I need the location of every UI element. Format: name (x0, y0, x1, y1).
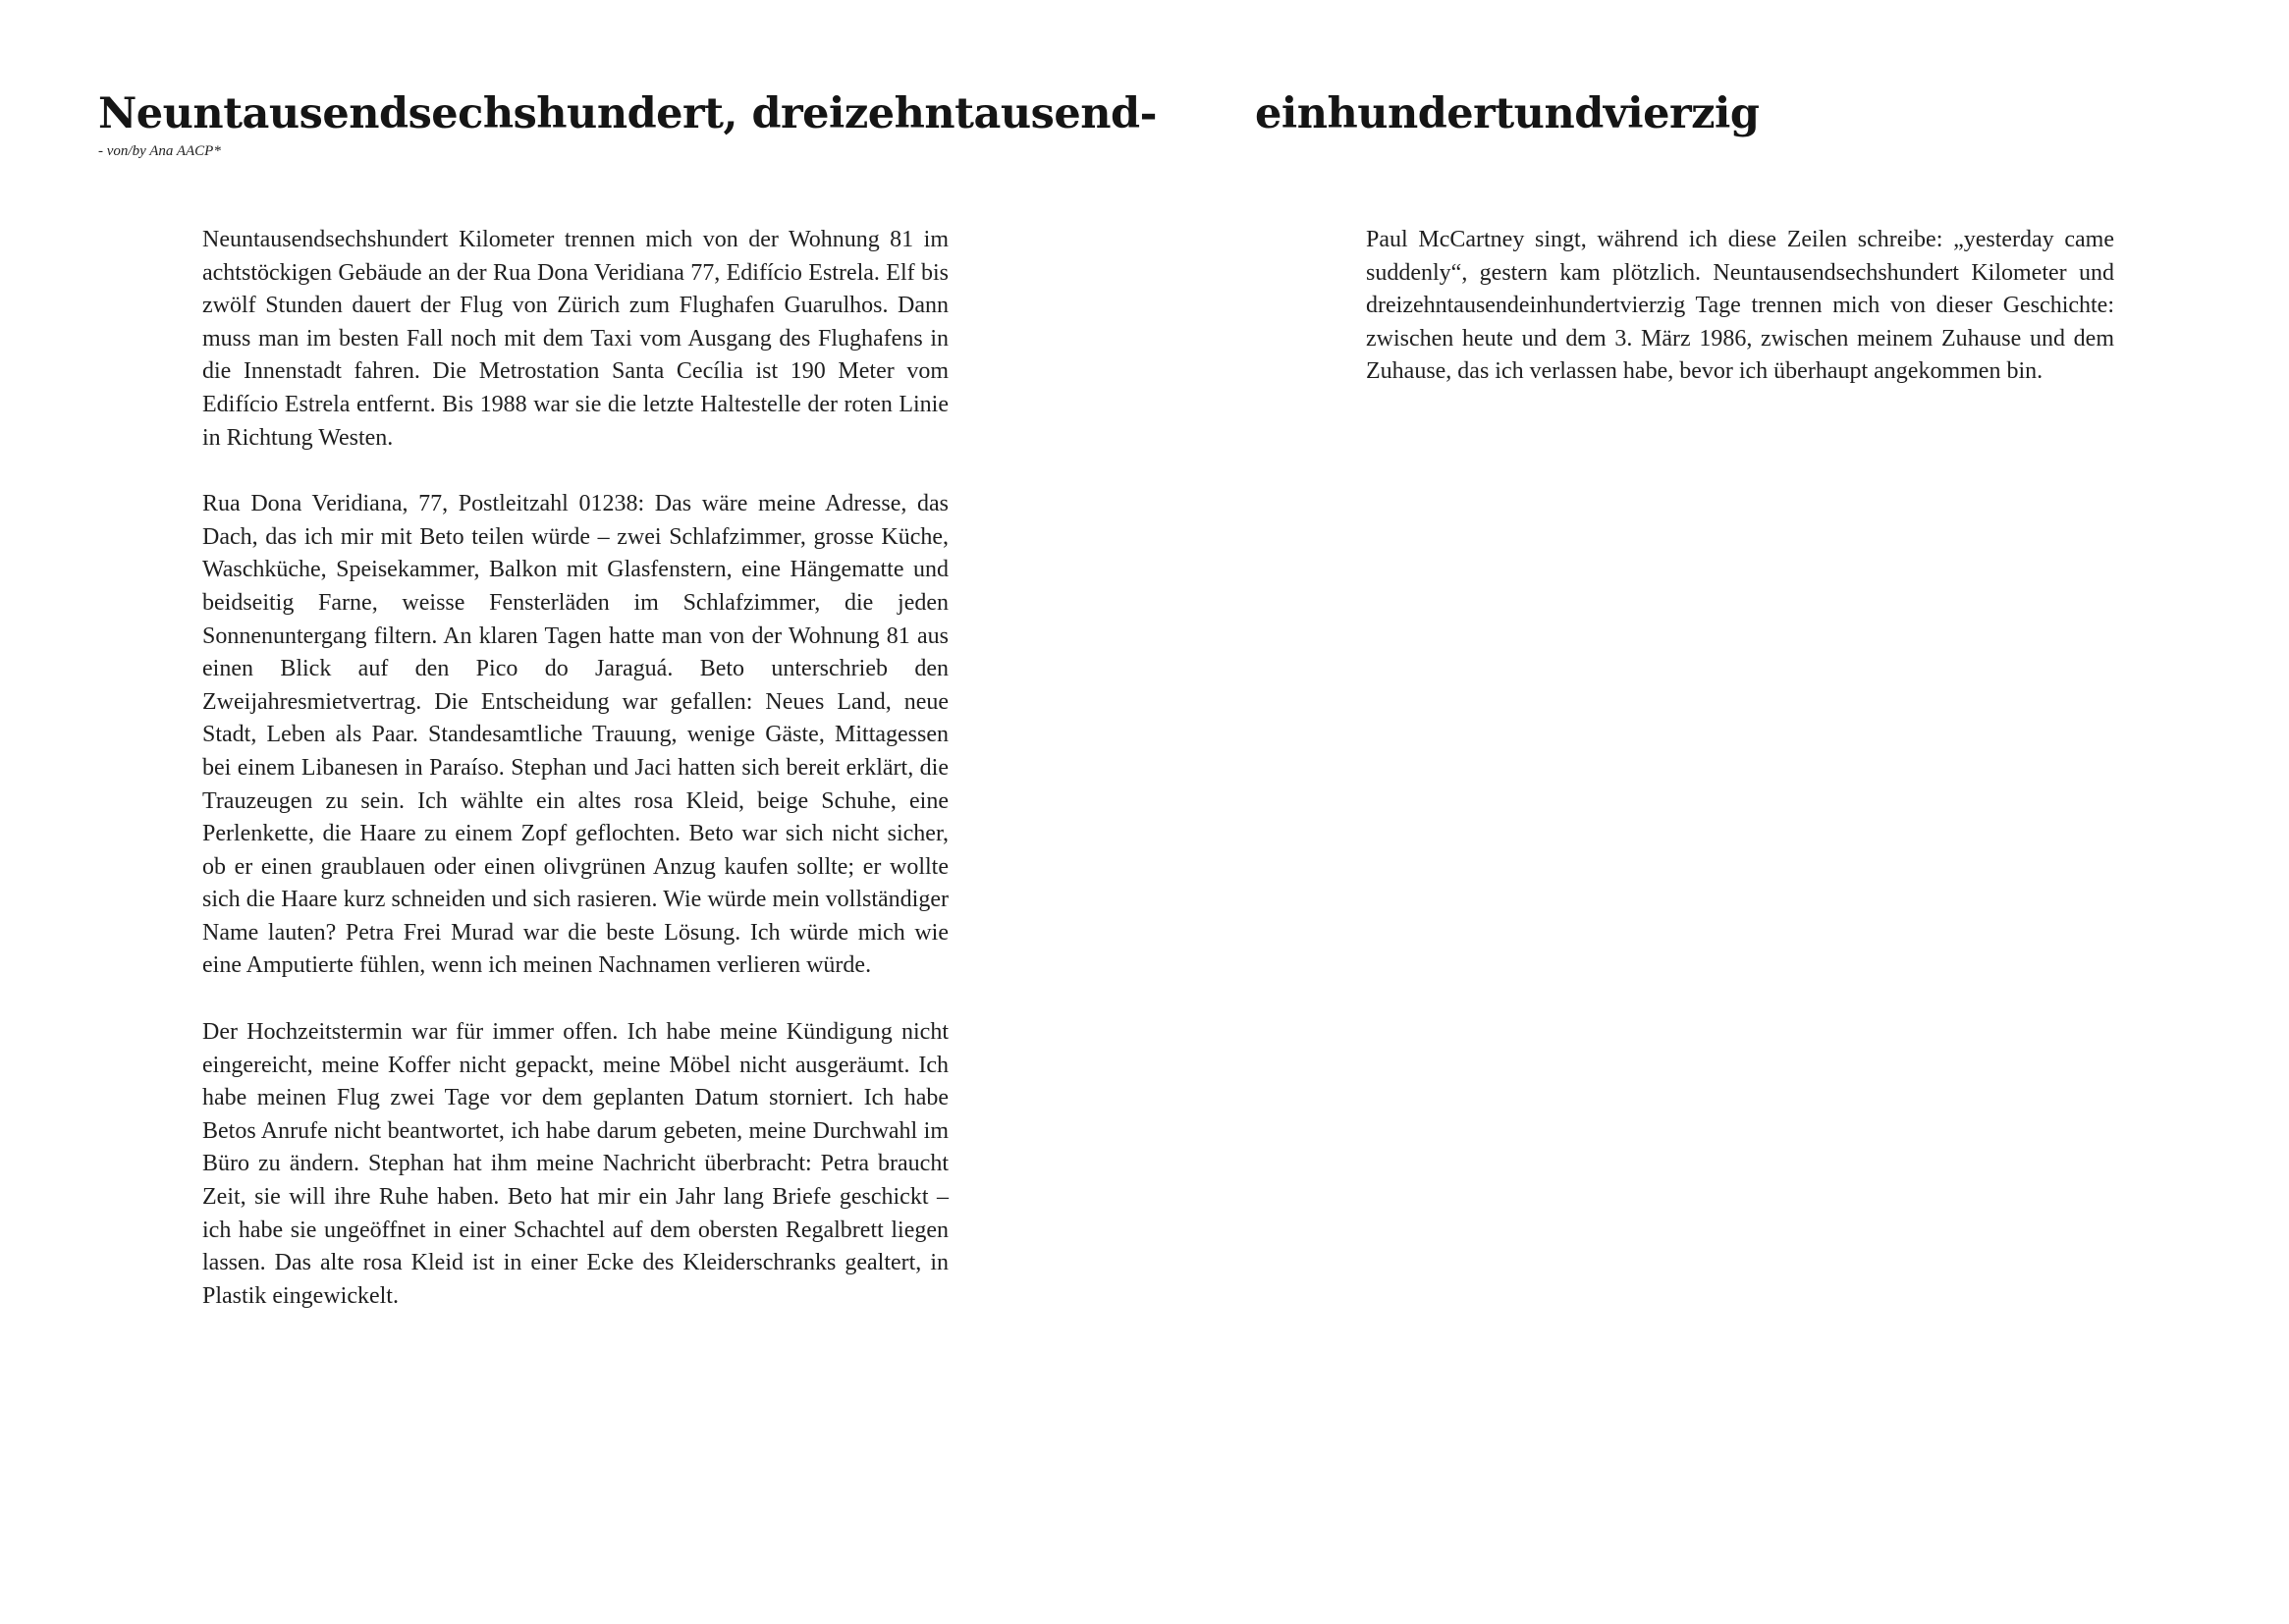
paragraph-1: Neuntausendsechshundert Kilometer trennen mich von der Wohnung 81 im achtstöckigen Gebäude an der Rua Dona Veridiana 77, Edifício Estrela. Elf bis zwölf Stunden dauert der Flug von Zürich zum Flughafen Guarulhos. Dann muss man im besten Fall noch mit dem Taxi vom Ausgang des Flughafens in die Innenstadt fahren. Die Metrostation Santa Cecília ist 190 Meter vom Edifício Estrela entfernt. Bis 1988 war sie die letzte Haltestelle der roten Linie in Richtung Westen. (202, 227, 949, 451)
title-part-2: einhundertundvierzig (1255, 89, 1760, 138)
paragraph-4: Paul McCartney singt, während ich diese Zeilen schreibe: „yesterday came suddenly“, gestern kam plötzlich. Neuntausendsechshundert Kilometer und dreizehntausendeinhundertvierzig Tage trennen mich von dieser Geschichte: zwischen heute und dem 3. März 1986, zwischen meinem Zuhause und dem Zuhause, das ich verlassen habe, bevor ich überhaupt angekommen bin. (1366, 227, 2114, 385)
paragraph-3: Der Hochzeitstermin war für immer offen. Ich habe meine Kündigung nicht eingereicht, meine Koffer nicht gepackt, meine Möbel nicht ausgeräumt. Ich habe meinen Flug zwei Tage vor dem geplanten Datum storniert. Ich habe Betos Anrufe nicht beantwortet, ich habe darum gebeten, meine Durchwahl im Büro zu ändern. Stephan hat ihm meine Nachricht überbracht: Petra braucht Zeit, sie will ihre Ruhe haben. Beto hat mir ein Jahr lang Briefe geschickt – ich habe sie ungeöffnet in einer Schachtel auf dem obersten Regalbrett liegen lassen. Das alte rosa Kleid ist in einer Ecke des Kleiderschranks gealtert, in Plastik eingewickelt. (202, 1019, 949, 1309)
right-page (1145, 0, 2289, 1624)
right-text-column (1366, 224, 2114, 422)
left-text-column (202, 224, 949, 1346)
author-byline: - von/by Ana AACP* (98, 143, 221, 159)
paragraph-2: Rua Dona Veridiana, 77, Postleitzahl 01238: Das wäre meine Adresse, das Dach, das ich mir mit Beto teilen würde – zwei Schlafzimmer, grosse Küche, Waschküche, Speisekammer, Balkon mit Glasfenstern, eine Hängematte und beidseitig Farne, weisse Fensterläden im Schlafzimmer, die jeden Sonnenuntergang filtern. An klaren Tagen hatte man von der Wohnung 81 aus einen Blick auf den Pico do Jaraguá. Beto unterschrieb den Zweijahresmietvertrag. Die Entscheidung war gefallen: Neues Land, neue Stadt, Leben als Paar. Standesamtliche Trauung, wenige Gäste, Mittagessen bei einem Libanesen in Paraíso. Stephan und Jaci hatten sich bereit erklärt, die Trauzeugen zu sein. Ich wählte ein altes rosa Kleid, beige Schuhe, eine Perlenkette, die Haare zu einem Zopf geflochten. Beto war sich nicht sicher, ob er einen graublauen oder einen olivgrünen Anzug kaufen sollte; er wollte sich die Haare kurz schneiden und sich rasieren. Wie würde mein vollständiger Name lauten? Petra Frei Murad war die beste Lösung. Ich würde mich wie eine Amputierte fühlen, wenn ich meinen Nachnamen verlieren würde. (202, 491, 949, 979)
title-part-1: Neuntausendsechshundert, dreizehntausend- (98, 89, 1157, 138)
